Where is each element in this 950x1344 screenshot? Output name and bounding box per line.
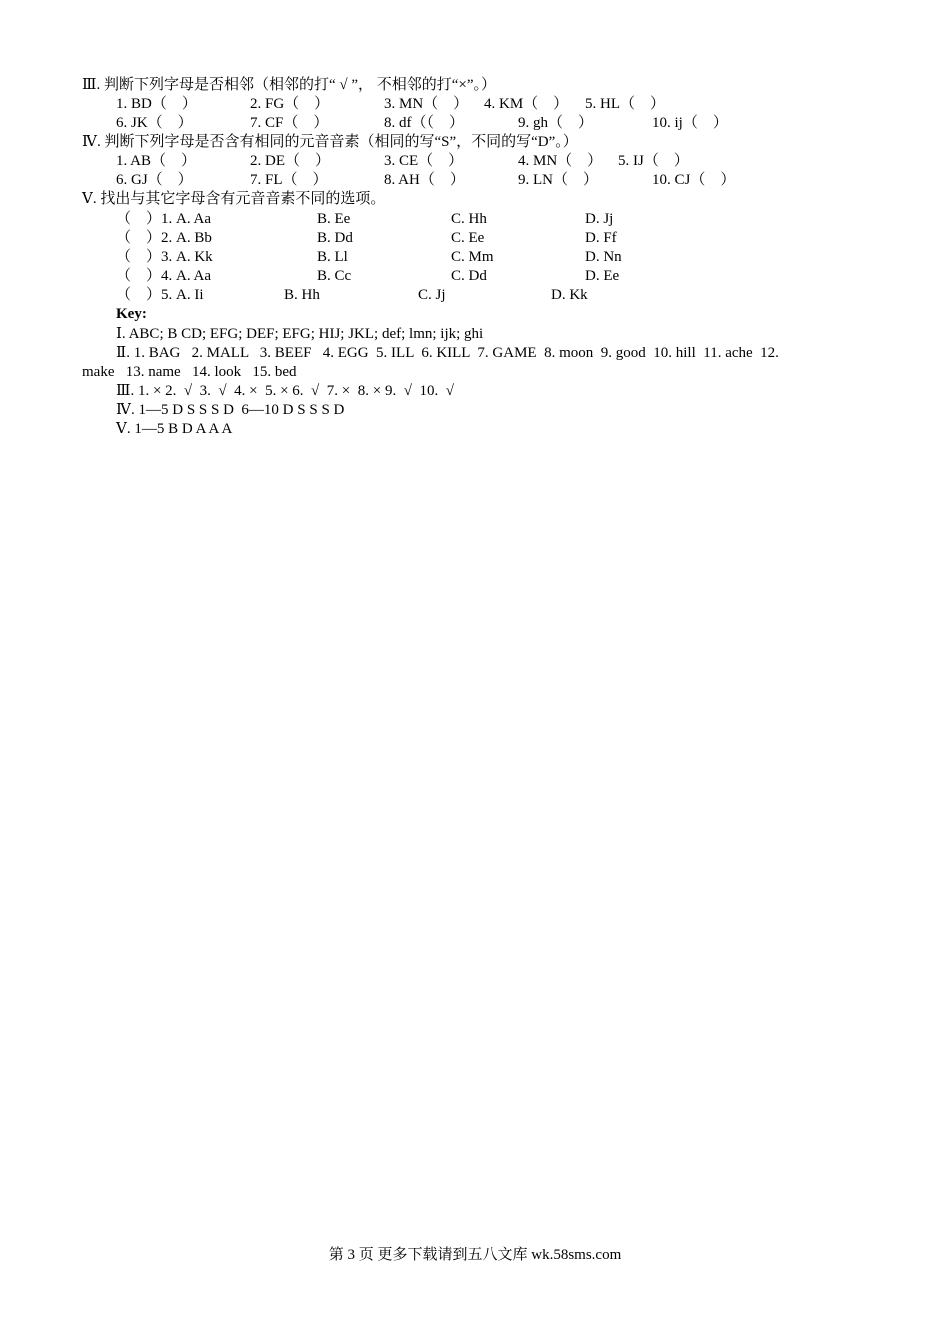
- key-section-1: Ⅰ. ABC; B CD; EFG; DEF; EFG; HIJ; JKL; def; lmn; ijk; ghi: [116, 326, 484, 342]
- s5-q5-option-b: B. Hh: [284, 287, 320, 303]
- page-footer: 第 3 页 更多下载请到五八文库 wk.58sms.com: [328, 1247, 622, 1263]
- key-section-2-line-2: make 13. name 14. look 15. bed: [82, 364, 297, 380]
- s3-q5: 5. HL（ ）: [585, 96, 665, 112]
- s4-q2: 2. DE（ ）: [250, 153, 330, 169]
- s5-q3-option-b: B. Ll: [317, 249, 348, 265]
- s3-q3: 3. MN（ ）: [384, 96, 469, 112]
- s5-q1-question: （ ）1. A. Aa: [116, 211, 211, 227]
- s5-q3-option-d: D. Nn: [585, 249, 622, 265]
- s5-q2-option-d: D. Ff: [585, 230, 617, 246]
- s5-q3-question: （ ）3. A. Kk: [116, 249, 213, 265]
- key-section-5: Ⅴ. 1—5 B D A A A: [116, 421, 233, 437]
- s4-q8: 8. AH（ ）: [384, 172, 465, 188]
- s3-q9: 9. gh（ ）: [518, 115, 594, 131]
- s4-q10: 10. CJ（ ）: [652, 172, 736, 188]
- key-section-2-line-1: Ⅱ. 1. BAG 2. MALL 3. BEEF 4. EGG 5. ILL 6. KILL 7. GAME 8. moon 9. good 10. hill 11. ache 12.: [116, 345, 779, 361]
- s3-q1: 1. BD（ ）: [116, 96, 197, 112]
- s5-q2-option-b: B. Dd: [317, 230, 353, 246]
- key-label: Key:: [116, 306, 147, 322]
- s4-q3: 3. CE（ ）: [384, 153, 464, 169]
- s5-q4-option-c: C. Dd: [451, 268, 487, 284]
- s3-q7: 7. CF（ ）: [250, 115, 329, 131]
- s5-q5-option-d: D. Kk: [551, 287, 588, 303]
- section-4-title: Ⅳ. 判断下列字母是否含有相同的元音音素（相同的写“S”，不同的写“D”。）: [82, 134, 578, 150]
- key-section-4: Ⅳ. 1—5 D S S S D 6—10 D S S S D: [116, 402, 345, 418]
- s5-q5-question: （ ）5. A. Ii: [116, 287, 204, 303]
- s5-q2-option-c: C. Ee: [451, 230, 485, 246]
- s4-q7: 7. FL（ ）: [250, 172, 328, 188]
- s5-q1-option-c: C. Hh: [451, 211, 487, 227]
- s5-q4-option-d: D. Ee: [585, 268, 620, 284]
- section-5-title: Ⅴ. 找出与其它字母含有元音音素不同的选项。: [82, 191, 386, 207]
- s3-q2: 2. FG（ ）: [250, 96, 330, 112]
- s4-q1: 1. AB（ ）: [116, 153, 197, 169]
- s5-q4-option-b: B. Cc: [317, 268, 352, 284]
- key-section-3: Ⅲ. 1. × 2. √ 3. √ 4. × 5. × 6. √ 7. × 8. × 9. √ 10. √: [116, 383, 454, 399]
- s5-q3-option-c: C. Mm: [451, 249, 494, 265]
- s3-q4: 4. KM（ ）: [484, 96, 569, 112]
- s3-q10: 10. ij（ ）: [652, 115, 728, 131]
- s4-q6: 6. GJ（ ）: [116, 172, 193, 188]
- s4-q9: 9. LN（ ）: [518, 172, 598, 188]
- s5-q1-option-d: D. Jj: [585, 211, 614, 227]
- section-3-title: Ⅲ. 判断下列字母是否相邻（相邻的打“ √ ”， 不相邻的打“×”。）: [82, 77, 497, 93]
- s5-q5-option-c: C. Jj: [418, 287, 446, 303]
- s4-q4: 4. MN（ ）: [518, 153, 603, 169]
- s5-q1-option-b: B. Ee: [317, 211, 351, 227]
- s5-q2-question: （ ）2. A. Bb: [116, 230, 212, 246]
- s3-q6: 6. JK（ ）: [116, 115, 193, 131]
- s3-q8: 8. df（（ ）: [384, 115, 464, 131]
- s5-q4-question: （ ）4. A. Aa: [116, 268, 211, 284]
- s4-q5: 5. IJ（ ）: [618, 153, 689, 169]
